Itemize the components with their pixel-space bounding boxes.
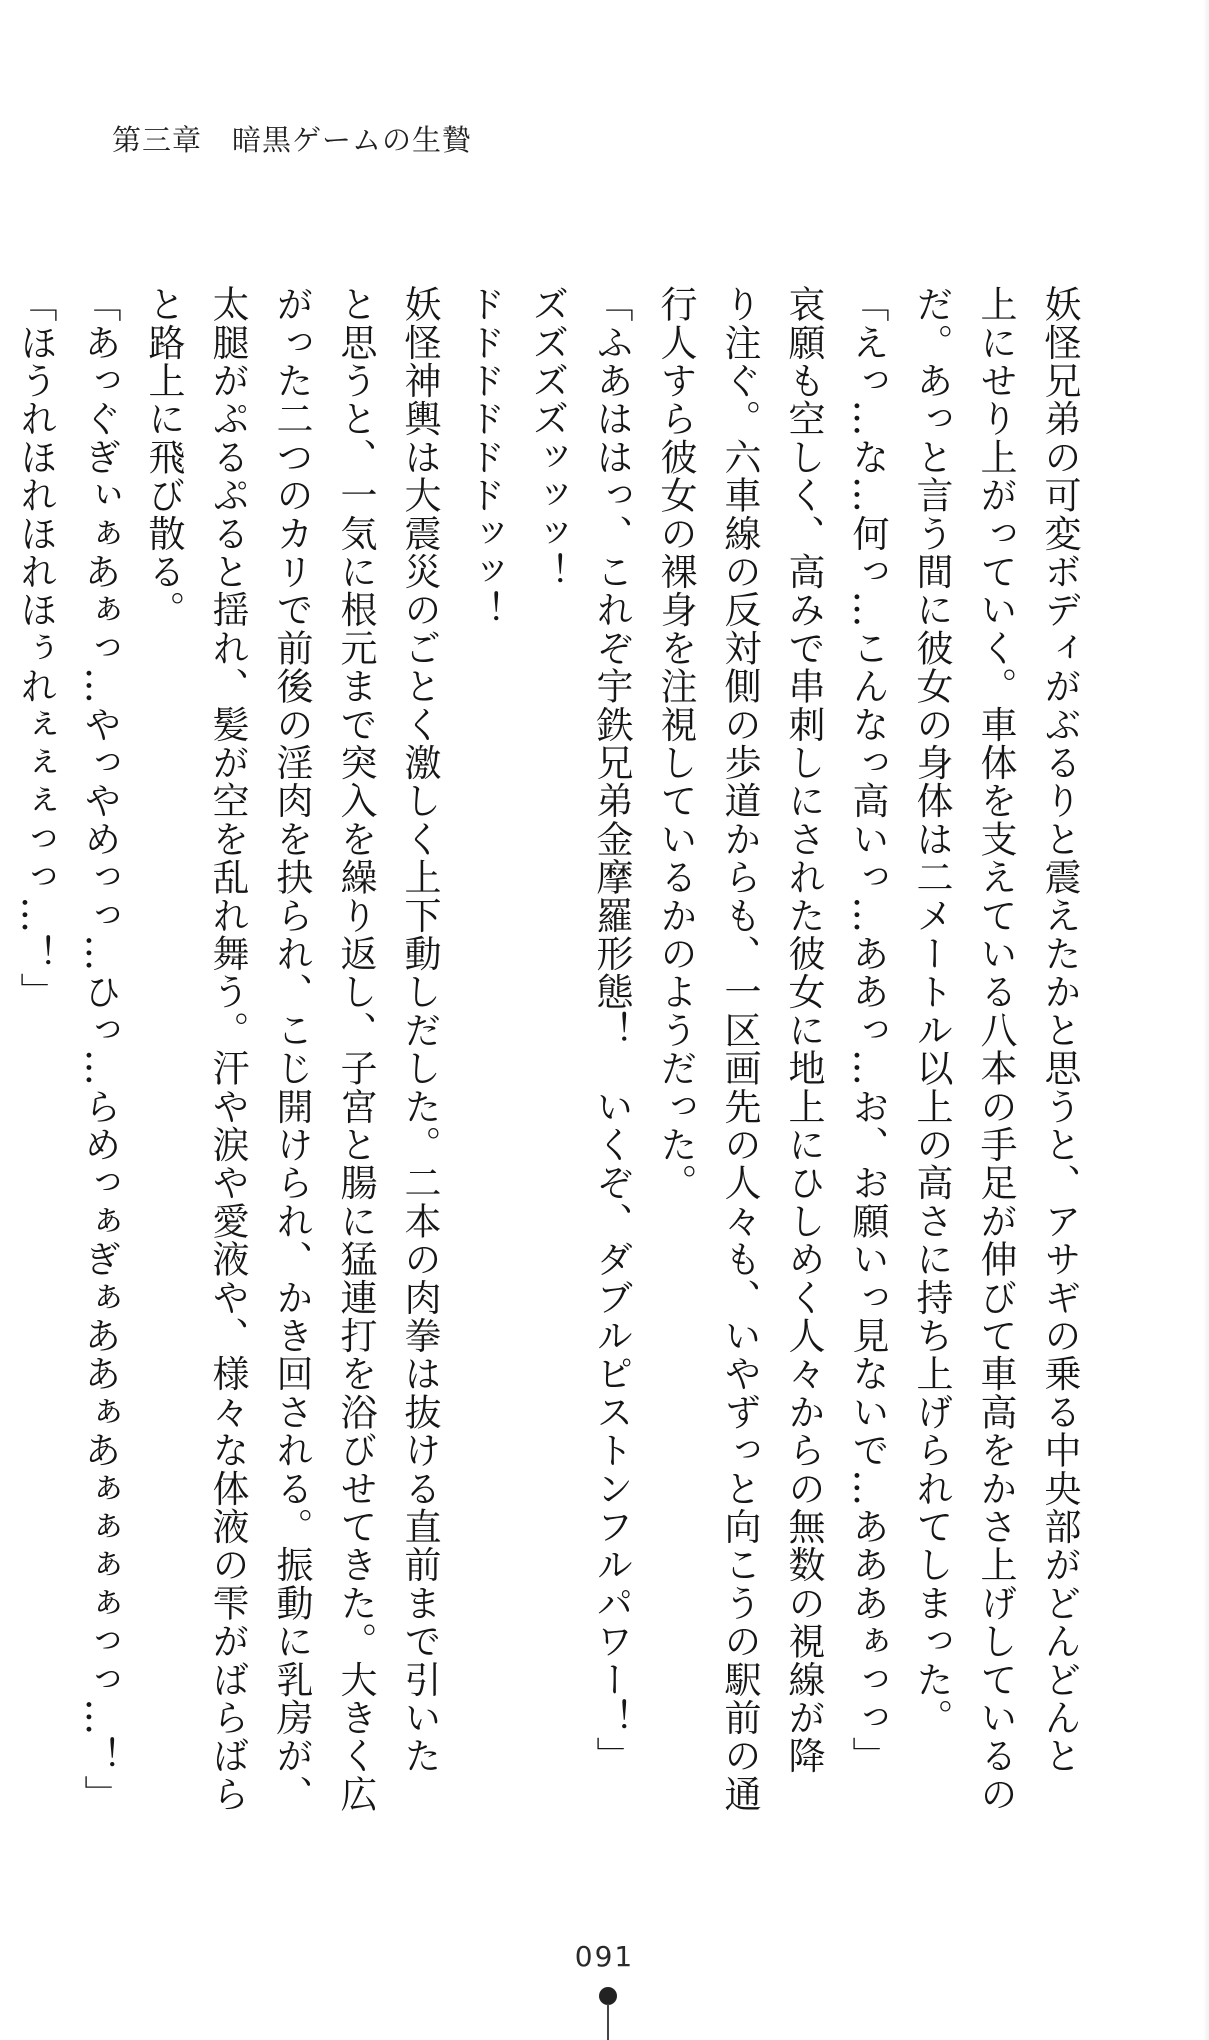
page-edge-shadow <box>1203 0 1209 2040</box>
text-line: 上にせり上がっていく。車体を支えている八本の手足が伸びて車高をかさ上げしているの <box>974 285 1017 1813</box>
text-line: 妖怪兄弟の可変ボディがぶるりと震えたかと思うと、アサギの乗る中央部がどんどんと <box>1038 285 1081 1775</box>
text-line: 「あっぐぎぃぁあぁっ…やっやめっっ…ひっ…らめっぁぎぁああぁあぁぁぁぁっっ…！」 <box>78 285 121 1813</box>
page-marker-dot <box>599 1987 617 2005</box>
page-number: 091 <box>574 1940 635 1973</box>
text-line: 太腿がぷるぷると揺れ、髪が空を乱れ舞う。汗や涙や愛液や、様々な体液の雫がばらばら <box>206 285 249 1813</box>
body-text-vertical <box>0 285 1091 1813</box>
running-header-chapter-title: 第三章 暗黒ゲームの生贄 <box>112 123 473 157</box>
text-line: 哀願も空しく、高みで串刺しにされた彼女に地上にひしめく人々からの無数の視線が降 <box>782 285 825 1775</box>
text-line: だ。あっと言う間に彼女の身体は二メートル以上の高さに持ち上げられてしまった。 <box>910 285 953 1737</box>
text-line: と路上に飛び散る。 <box>142 285 185 629</box>
text-line: 行人すら彼女の裸身を注視しているかのようだった。 <box>654 285 697 1202</box>
text-line <box>0 285 3 1755</box>
text-line: 「えっ…な…何っ…こんなっ高いっ…ああっ…お、お願いっ見ないで…あああぁっっ」 <box>846 285 889 1775</box>
text-line: と思うと、一気に根元まで突入を繰り返し、子宮と腸に猛連打を浴びせてきた。大きく広 <box>334 285 377 1813</box>
text-line: 「ほうれほれほれほぅれぇぇぇっっ…！」 <box>14 285 57 1011</box>
text-line: 妖怪神輿は大震災のごとく激しく上下動しだした。二本の肉拳は抜ける直前まで引いた <box>398 285 441 1775</box>
text-line: がった二つのカリで前後の淫肉を抉られ、こじ開けられ、かき回される。振動に乳房が、 <box>270 285 313 1813</box>
text-line: ズズズズッッッ！ <box>526 285 569 591</box>
text-line: り注ぐ。六車線の反対側の歩道からも、一区画先の人々も、いやずっと向こうの駅前の通 <box>718 285 761 1813</box>
page-marker-stem <box>607 2004 609 2040</box>
text-line: ドドドドドドッッ！ <box>462 285 505 629</box>
text-line: 「ふあははっ、これぞ宇鉄兄弟金摩羅形態！ いくぞ、ダブルピストンフルパワー！」 <box>590 285 633 1775</box>
